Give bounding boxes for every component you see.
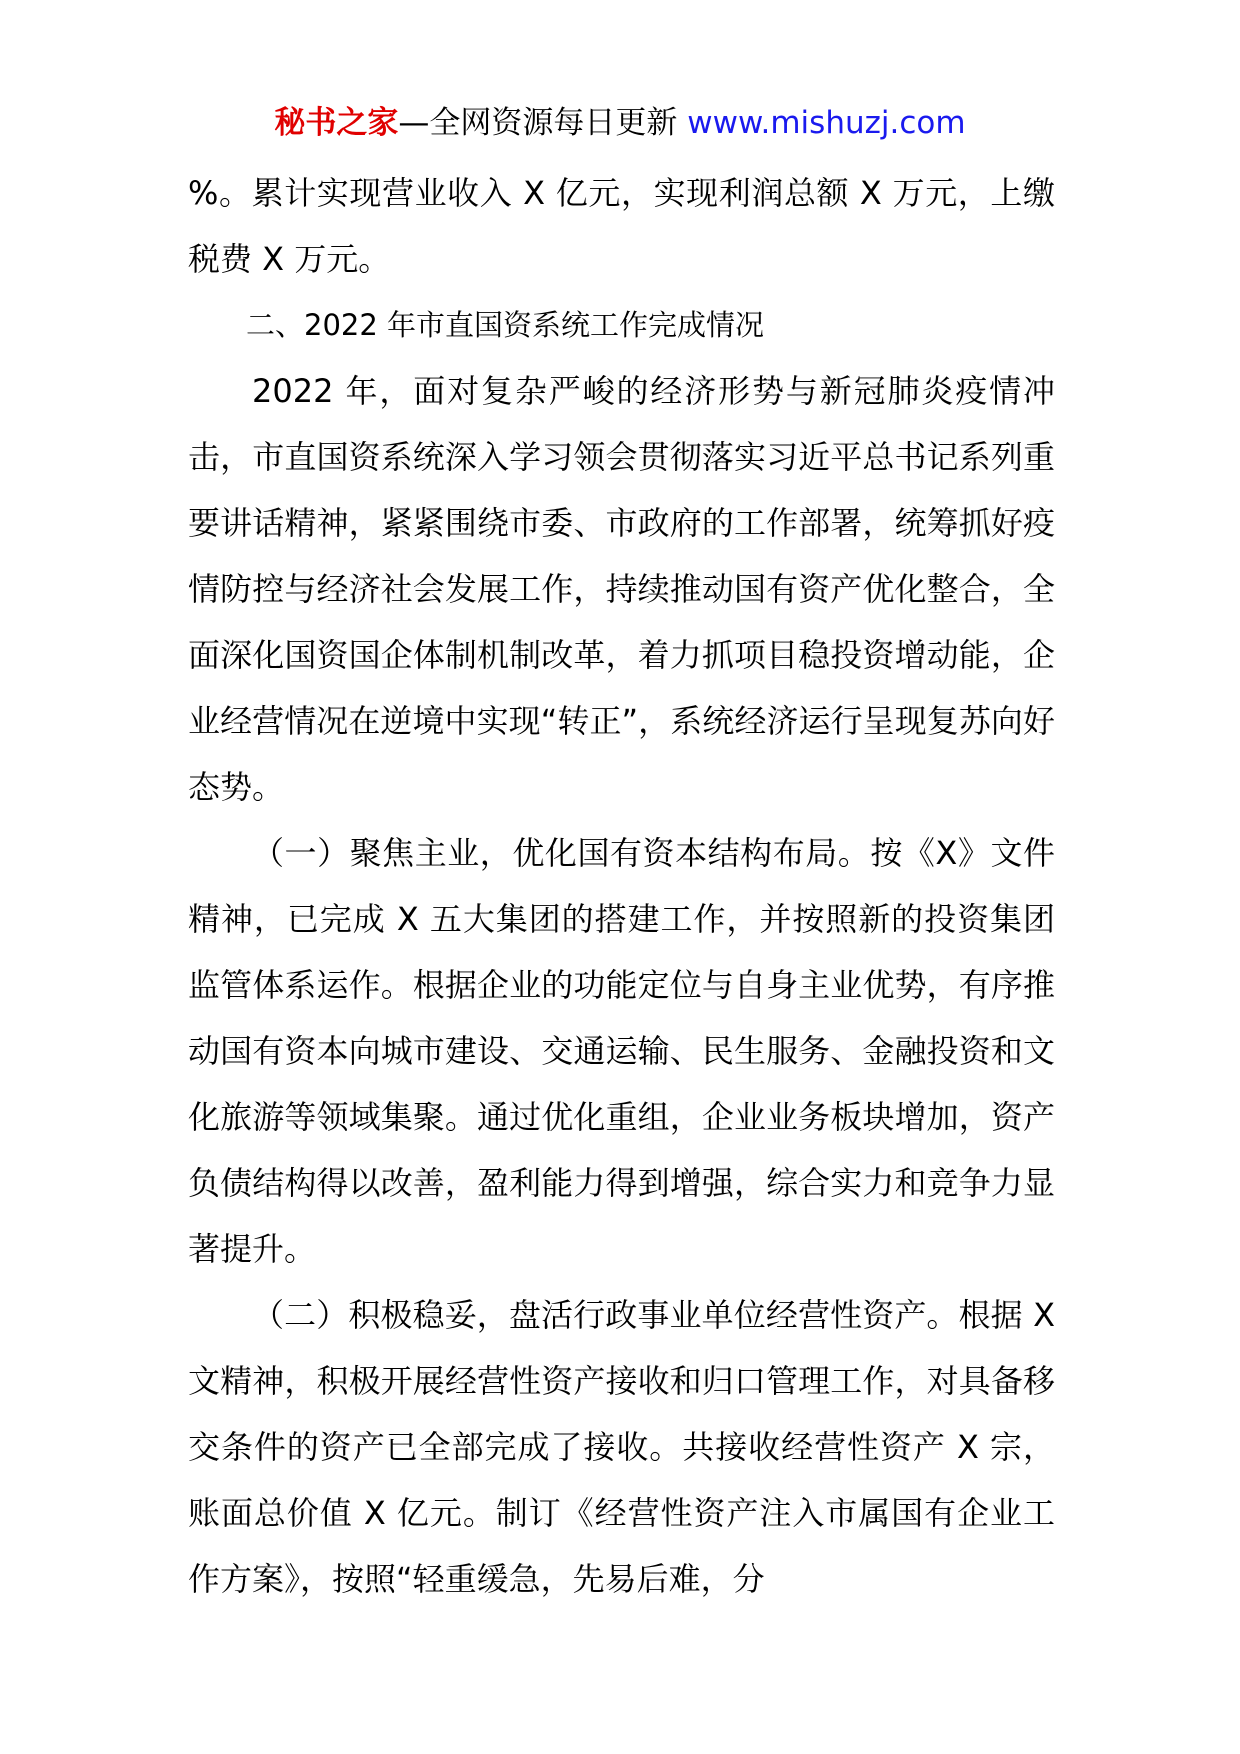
paragraph-continuation: %。累计实现营业收入 X 亿元，实现利润总额 X 万元，上缴税费 X 万元。 — [188, 174, 1055, 278]
section-heading: 二、2022 年市直国资系统工作完成情况 — [246, 308, 765, 342]
site-header — [0, 100, 1240, 146]
paragraph-item-2: （二）积极稳妥，盘活行政事业单位经营性资产。根据 X 文精神，积极开展经营性资产接收和归口管理工作，对具备移交条件的资产已全部完成了接收。共接收经营性资产 X 宗，账面总价值 X 亿元。制订《经营性资产注入市属国有企业工作方案》，按照“轻重缓急，先易后难，分 — [188, 1296, 1055, 1598]
site-url-link[interactable]: www.mishuzj.com — [687, 105, 966, 141]
header-slogan: —全网资源每日更新 — [398, 105, 678, 141]
brand-name: 秘书之家 — [274, 105, 399, 141]
paragraph-overview: 2022 年，面对复杂严峻的经济形势与新冠肺炎疫情冲击，市直国资系统深入学习领会贯彻落实习近平总书记系列重要讲话精神，紧紧围绕市委、市政府的工作部署，统筹抓好疫情防控与经济社会发展工作，持续推动国有资产优化整合，全面深化国资国企体制机制改革，着力抓项目稳投资增动能，企业经营情况在逆境中实现“转正”，系统经济运行呈现复苏向好态势。 — [188, 372, 1055, 806]
paragraph-item-1: （一）聚焦主业，优化国有资本结构布局。按《X》文件精神，已完成 X 五大集团的搭建工作，并按照新的投资集团监管体系运作。根据企业的功能定位与自身主业优势，有序推动国有资本向城市建设、交通运输、民生服务、金融投资和文化旅游等领域集聚。通过优化重组，企业业务板块增加，资产负债结构得以改善，盈利能力得到增强，综合实力和竞争力显著提升。 — [188, 834, 1055, 1268]
document-body — [188, 160, 1055, 1612]
